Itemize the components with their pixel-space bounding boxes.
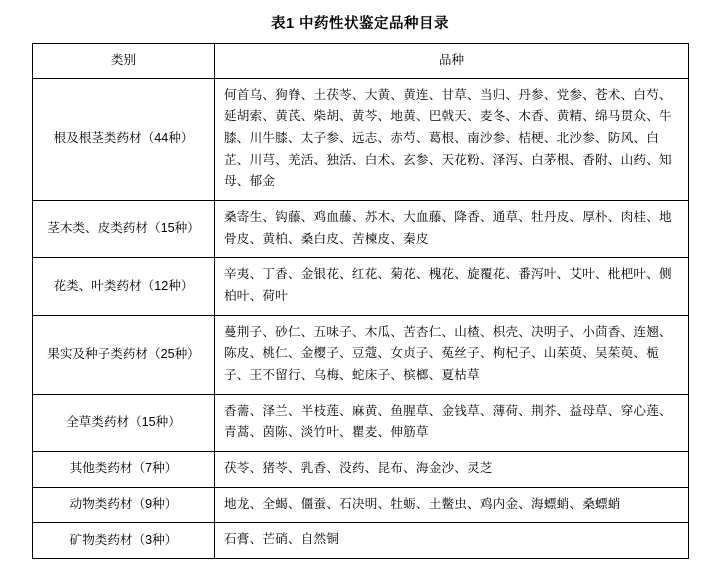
table-header-row — [33, 44, 689, 79]
table-title: 表1 中药性状鉴定品种目录 — [270, 16, 450, 32]
varieties-cell: 茯苓、猪苓、乳香、没药、昆布、海金沙、灵芝 — [215, 451, 689, 487]
varieties-cell: 何首乌、狗脊、土茯苓、大黄、黄连、甘草、当归、丹参、党参、苍术、白芍、延胡索、黄芪、柴胡、黄芩、地黄、巴戟天、麦冬、木香、黄精、绵马贯众、牛膝、川牛膝、太子参、远志、赤芍、葛根、南沙参、桔梗、北沙参、防风、白芷、川芎、羌活、独活、白术、玄参、天花粉、泽泻、白茅根、香附、山药、知母、郁金 — [215, 78, 689, 200]
table-row — [33, 487, 689, 523]
varieties-cell: 石膏、芒硝、自然铜 — [215, 523, 689, 559]
category-cell: 果实及种子类药材（25种） — [33, 315, 215, 394]
category-cell: 其他类药材（7种） — [33, 451, 215, 487]
category-cell: 根及根茎类药材（44种） — [33, 78, 215, 200]
table-row — [33, 315, 689, 394]
column-header-varieties: 品种 — [215, 44, 689, 79]
category-cell: 全草类药材（15种） — [33, 394, 215, 451]
table-row — [33, 394, 689, 451]
table-row — [33, 523, 689, 559]
category-cell: 动物类药材（9种） — [33, 487, 215, 523]
medicinal-variety-table — [32, 43, 689, 559]
category-cell: 矿物类药材（3种） — [33, 523, 215, 559]
varieties-cell: 地龙、全蝎、僵蚕、石决明、牡蛎、土鳖虫、鸡内金、海螵蛸、桑螵蛸 — [215, 487, 689, 523]
table-row — [33, 258, 689, 315]
column-header-category: 类别 — [33, 44, 215, 79]
category-cell: 茎木类、皮类药材（15种） — [33, 200, 215, 257]
category-cell: 花类、叶类药材（12种） — [33, 258, 215, 315]
varieties-cell: 香薷、泽兰、半枝莲、麻黄、鱼腥草、金钱草、薄荷、荆芥、益母草、穿心莲、青蒿、茵陈、淡竹叶、瞿麦、伸筋草 — [215, 394, 689, 451]
table-row — [33, 78, 689, 200]
varieties-cell: 桑寄生、钩藤、鸡血藤、苏木、大血藤、降香、通草、牡丹皮、厚朴、肉桂、地骨皮、黄柏、桑白皮、苦楝皮、秦皮 — [215, 200, 689, 257]
table-row — [33, 451, 689, 487]
varieties-cell: 蔓荆子、砂仁、五味子、木瓜、苦杏仁、山楂、枳壳、决明子、小茴香、连翘、陈皮、桃仁、金樱子、豆蔻、女贞子、菟丝子、枸杞子、山茱萸、吴茱萸、栀子、王不留行、乌梅、蛇床子、槟榔、夏枯草 — [215, 315, 689, 394]
varieties-cell: 辛夷、丁香、金银花、红花、菊花、槐花、旋覆花、番泻叶、艾叶、枇杷叶、侧柏叶、荷叶 — [215, 258, 689, 315]
table-row — [33, 200, 689, 257]
